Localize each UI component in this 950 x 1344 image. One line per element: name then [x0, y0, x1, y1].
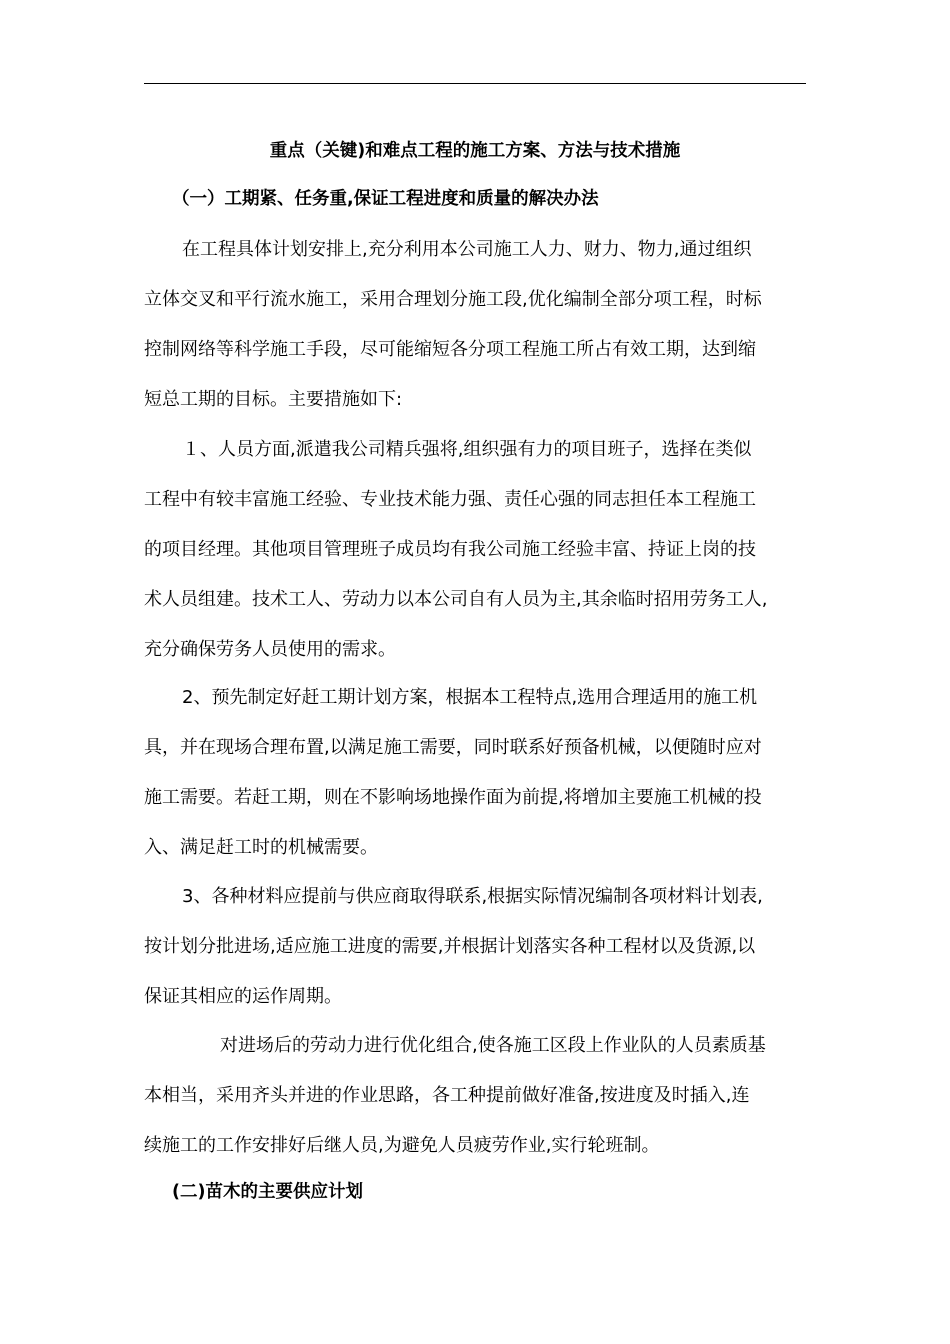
paragraph-line: 本相当，采用齐头并进的作业思路，各工种提前做好准备,按进度及时插入,连	[144, 1085, 750, 1106]
document-title: 重点（关键)和难点工程的施工方案、方法与技术措施	[269, 141, 681, 161]
paragraph-line: 入、满足赶工时的机械需要。	[144, 837, 378, 858]
paragraph-line: 充分确保劳务人员使用的需求。	[144, 639, 396, 660]
header-rule	[144, 83, 806, 84]
paragraph-line: 保证其相应的运作周期。	[144, 986, 342, 1007]
paragraph-item-2	[144, 673, 806, 873]
section-heading-1: （一）工期紧、任务重,保证工程进度和质量的解决办法	[172, 189, 599, 209]
section-heading-2: (二)苗木的主要供应计划	[172, 1182, 363, 1202]
paragraph-item-4	[144, 1021, 806, 1171]
paragraph-line: 施工需要。若赶工期，则在不影响场地操作面为前提,将增加主要施工机械的投	[144, 787, 762, 808]
paragraph-line: １、人员方面,派遣我公司精兵强将,组织强有力的项目班子，选择在类似	[182, 439, 752, 460]
paragraph-line: 2、预先制定好赶工期计划方案，根据本工程特点,选用合理适用的施工机	[182, 687, 758, 708]
paragraph-line: 的项目经理。其他项目管理班子成员均有我公司施工经验丰富、持证上岗的技	[144, 539, 756, 560]
paragraph-line: 具，并在现场合理布置,以满足施工需要，同时联系好预备机械，以便随时应对	[144, 737, 762, 758]
paragraph-line: 控制网络等科学施工手段，尽可能缩短各分项工程施工所占有效工期，达到缩	[144, 339, 756, 360]
paragraph-item-1	[144, 425, 806, 675]
paragraph-intro	[144, 225, 806, 425]
paragraph-line: 术人员组建。技术工人、劳动力以本公司自有人员为主,其余临时招用劳务工人,	[144, 589, 768, 610]
paragraph-item-3	[144, 872, 806, 1022]
paragraph-line: 对进场后的劳动力进行优化组合,使各施工区段上作业队的人员素质基	[220, 1035, 766, 1056]
paragraph-line: 在工程具体计划安排上,充分利用本公司施工人力、财力、物力,通过组织	[182, 239, 752, 260]
paragraph-line: 按计划分批进场,适应施工进度的需要,并根据计划落实各种工程材以及货源,以	[144, 936, 756, 957]
paragraph-line: 立体交叉和平行流水施工，采用合理划分施工段,优化编制全部分项工程，时标	[144, 289, 762, 310]
paragraph-line: 工程中有较丰富施工经验、专业技术能力强、责任心强的同志担任本工程施工	[144, 489, 756, 510]
paragraph-line: 短总工期的目标。主要措施如下:	[144, 389, 403, 410]
paragraph-line: 3、各种材料应提前与供应商取得联系,根据实际情况编制各项材料计划表,	[182, 886, 763, 907]
paragraph-line: 续施工的工作安排好后继人员,为避免人员疲劳作业,实行轮班制。	[144, 1135, 660, 1156]
